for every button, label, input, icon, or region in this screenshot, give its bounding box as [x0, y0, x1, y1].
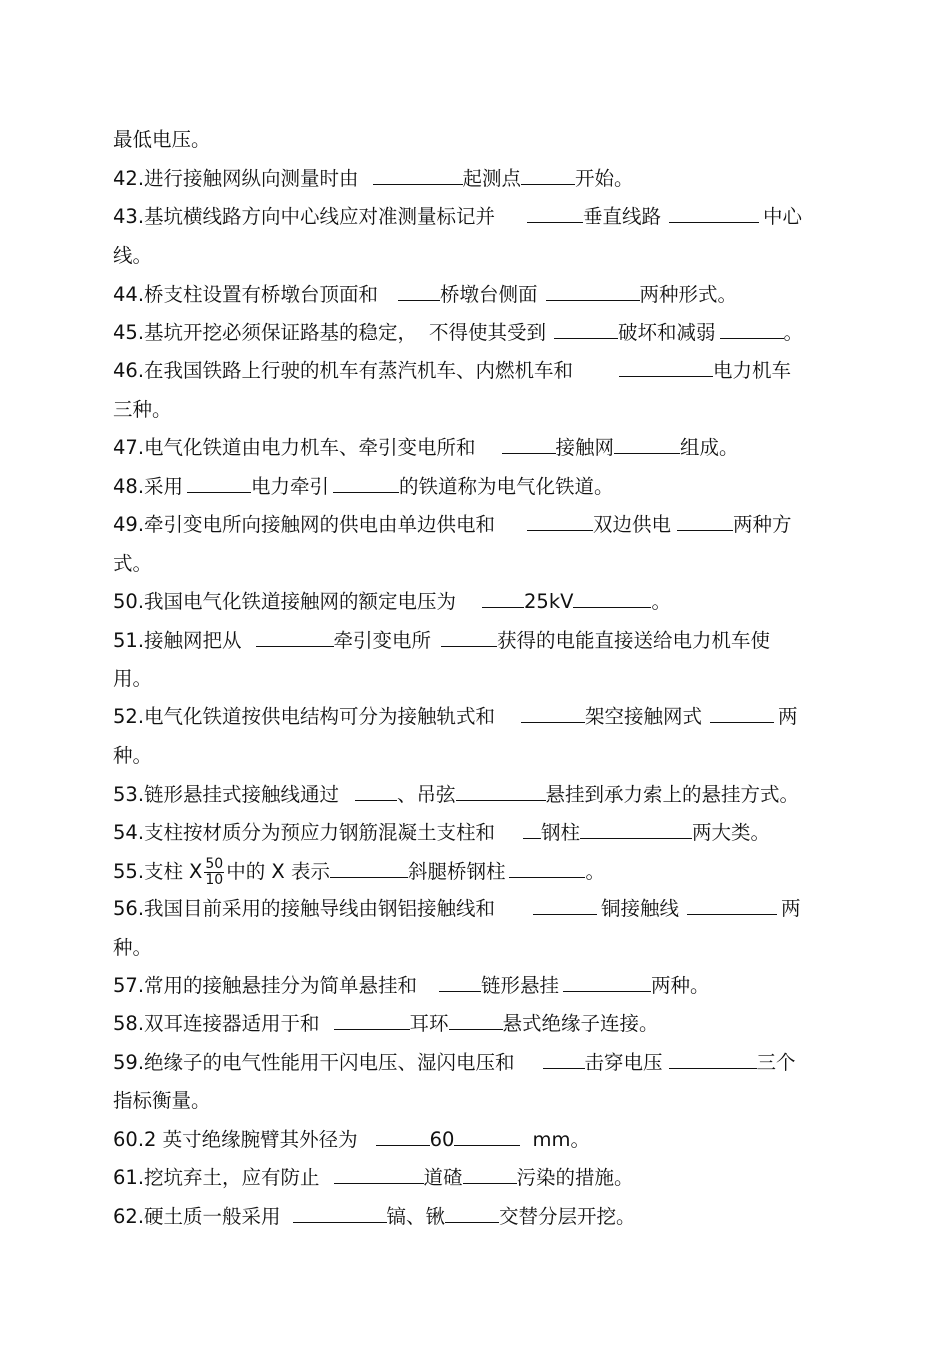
answer-blank — [543, 1068, 585, 1069]
question-text: 不得使其受到 — [429, 321, 547, 344]
question-text: 获得的电能直接送给电力机车使 — [497, 629, 771, 652]
answer-blank — [523, 838, 541, 839]
question-text: 两 — [778, 705, 798, 728]
text-line — [113, 743, 838, 769]
answer-text: 耳环 — [409, 1012, 449, 1035]
question-text: 。 — [585, 860, 605, 883]
fraction-numerator: 50 — [205, 856, 224, 872]
question-50 — [113, 589, 838, 615]
answer-text: 链形悬挂 — [481, 974, 560, 997]
question-45 — [113, 320, 838, 346]
question-text: 60.2 英寸绝缘腕臂其外径为 — [113, 1128, 358, 1151]
question-text: 46.在我国铁路上行驶的机车有蒸汽机车、内燃机车和 — [113, 359, 574, 382]
fraction — [204, 857, 224, 888]
answer-blank — [614, 453, 680, 454]
answer-blank — [710, 722, 774, 723]
line-text: 用。 — [113, 667, 153, 690]
question-text: 污染的措施。 — [516, 1166, 634, 1189]
answer-text: 电力机车 — [713, 359, 792, 382]
question-text: 47.电气化铁道由电力机车、牵引变电所和 — [113, 436, 476, 459]
answer-blank — [677, 530, 733, 531]
answer-blank — [334, 1183, 424, 1184]
answer-blank — [398, 300, 440, 301]
question-46 — [113, 358, 838, 384]
answer-blank — [454, 1145, 520, 1146]
answer-text: 钢柱 — [541, 821, 581, 844]
answer-text: 镐、锹 — [386, 1205, 446, 1228]
text-line — [113, 666, 838, 692]
text-line — [113, 243, 838, 269]
question-text: 两 — [781, 897, 801, 920]
question-text: 。 — [651, 590, 671, 613]
answer-blank — [256, 646, 334, 647]
question-60 — [113, 1127, 838, 1153]
answer-text: 60 — [429, 1128, 455, 1151]
question-56 — [113, 896, 838, 922]
question-54 — [113, 820, 838, 846]
question-62 — [113, 1204, 838, 1230]
question-text: 49.牵引变电所向接触网的供电由单边供电和 — [113, 513, 496, 536]
question-text: 中的 X 表示 — [226, 860, 330, 883]
question-53 — [113, 782, 838, 808]
answer-text: 、吊弦 — [397, 783, 456, 806]
answer-blank — [563, 991, 651, 992]
answer-blank — [355, 800, 397, 801]
question-text: 48.采用 — [113, 475, 184, 498]
answer-blank — [509, 877, 585, 878]
question-49 — [113, 512, 838, 538]
question-text: 悬式绝缘子连接。 — [502, 1012, 659, 1035]
question-59 — [113, 1050, 838, 1076]
question-text: 两种。 — [651, 974, 710, 997]
text-line — [113, 1088, 838, 1114]
question-text: 中心 — [763, 205, 803, 228]
answer-text: 双边供电 — [593, 513, 672, 536]
answer-blank — [334, 1029, 410, 1030]
answer-text: 牵引变电所 — [333, 629, 432, 652]
text-line — [113, 127, 838, 153]
question-text: 交替分层开挖。 — [499, 1205, 636, 1228]
question-text: mm。 — [532, 1128, 590, 1151]
answer-blank — [521, 722, 585, 723]
answer-blank — [482, 607, 524, 608]
answer-blank — [333, 492, 399, 493]
question-text: 61.挖坑弃土，应有防止 — [113, 1166, 320, 1189]
answer-text: 25kV — [524, 590, 574, 613]
question-text: 组成。 — [680, 436, 739, 459]
answer-blank — [527, 530, 593, 531]
question-58 — [113, 1011, 838, 1037]
question-text: 两种形式。 — [639, 283, 738, 306]
answer-blank — [449, 1029, 503, 1030]
answer-text: 破坏和减弱 — [618, 321, 716, 344]
answer-blank — [533, 914, 597, 915]
question-text: 55.支柱 — [113, 860, 184, 883]
answer-blank — [456, 800, 546, 801]
question-51 — [113, 628, 838, 654]
question-text: 。 — [783, 321, 804, 344]
line-text: 种。 — [113, 936, 153, 959]
text-line — [113, 551, 838, 577]
answer-text: 架空接触网式 — [585, 705, 703, 728]
question-47 — [113, 435, 838, 461]
question-text: 43.基坑横线路方向中心线应对准测量标记并 — [113, 205, 496, 228]
answer-text: 道碴 — [423, 1166, 463, 1189]
answer-text: 起测点 — [462, 167, 522, 190]
question-text: 悬挂到承力索上的悬挂方式。 — [545, 783, 800, 806]
answer-blank — [187, 492, 251, 493]
answer-blank — [521, 184, 575, 185]
line-text: 指标衡量。 — [113, 1089, 211, 1112]
question-48 — [113, 474, 838, 500]
question-text: 45.基坑开挖必须保证路基的稳定， — [113, 321, 418, 344]
answer-text: 击穿电压 — [584, 1051, 663, 1074]
question-text: 59.绝缘子的电气性能用干闪电压、湿闪电压和 — [113, 1051, 515, 1074]
answer-blank — [527, 222, 583, 223]
text-line — [113, 397, 838, 423]
question-text: 两大类。 — [692, 821, 771, 844]
question-text: 58.双耳连接器适用于和 — [113, 1012, 320, 1035]
question-43 — [113, 204, 838, 230]
question-55 — [113, 857, 838, 888]
question-text: 42.进行接触网纵向测量时由 — [113, 167, 359, 190]
line-text: 最低电压。 — [113, 128, 211, 151]
question-61 — [113, 1165, 838, 1191]
text-line — [113, 935, 838, 961]
line-text: 三种。 — [113, 398, 172, 421]
question-text: 50.我国电气化铁道接触网的额定电压为 — [113, 590, 457, 613]
answer-blank — [669, 222, 759, 223]
question-text: 56.我国目前采用的接触导线由钢铝接触线和 — [113, 897, 496, 920]
answer-blank — [330, 877, 408, 878]
question-text: 51.接触网把从 — [113, 629, 242, 652]
line-text: 种。 — [113, 744, 153, 767]
answer-blank — [573, 607, 651, 608]
answer-blank — [669, 1068, 757, 1069]
question-text: 44.桥支柱设置有桥墩台顶面和 — [113, 283, 379, 306]
answer-blank — [439, 991, 481, 992]
answer-text: 桥墩台侧面 — [440, 283, 538, 306]
question-text: 57.常用的接触悬挂分为简单悬挂和 — [113, 974, 418, 997]
question-text: 52.电气化铁道按供电结构可分为接触轨式和 — [113, 705, 496, 728]
column-code-symbol: X — [189, 860, 203, 883]
question-52 — [113, 704, 838, 730]
question-text: 62.硬土质一般采用 — [113, 1205, 281, 1228]
question-text: 54.支柱按材质分为预应力钢筋混凝土支柱和 — [113, 821, 496, 844]
answer-blank — [580, 838, 692, 839]
answer-text: 铜接触线 — [601, 897, 680, 920]
question-57 — [113, 973, 838, 999]
question-text: 三个 — [756, 1051, 796, 1074]
answer-blank — [554, 338, 618, 339]
answer-blank — [441, 646, 497, 647]
answer-blank — [445, 1222, 499, 1223]
line-text: 式。 — [113, 552, 153, 575]
answer-blank — [546, 300, 640, 301]
answer-text: 电力牵引 — [251, 475, 330, 498]
fraction-denominator: 10 — [205, 872, 224, 888]
answer-blank — [373, 184, 463, 185]
answer-blank — [463, 1183, 517, 1184]
answer-text: 接触网 — [555, 436, 615, 459]
question-44 — [113, 282, 838, 308]
answer-blank — [619, 376, 713, 377]
question-text: 开始。 — [575, 167, 634, 190]
answer-blank — [502, 453, 556, 454]
question-text: 的铁道称为电气化铁道。 — [399, 475, 614, 498]
line-text: 线。 — [113, 244, 153, 267]
answer-text: 斜腿桥钢柱 — [407, 860, 506, 883]
answer-blank — [376, 1145, 430, 1146]
answer-blank — [720, 338, 784, 339]
answer-text: 垂直线路 — [583, 205, 662, 228]
question-text: 两种方 — [733, 513, 792, 536]
question-text: 53.链形悬挂式接触线通过 — [113, 783, 340, 806]
answer-blank — [293, 1222, 387, 1223]
question-42 — [113, 166, 838, 192]
answer-blank — [687, 914, 777, 915]
